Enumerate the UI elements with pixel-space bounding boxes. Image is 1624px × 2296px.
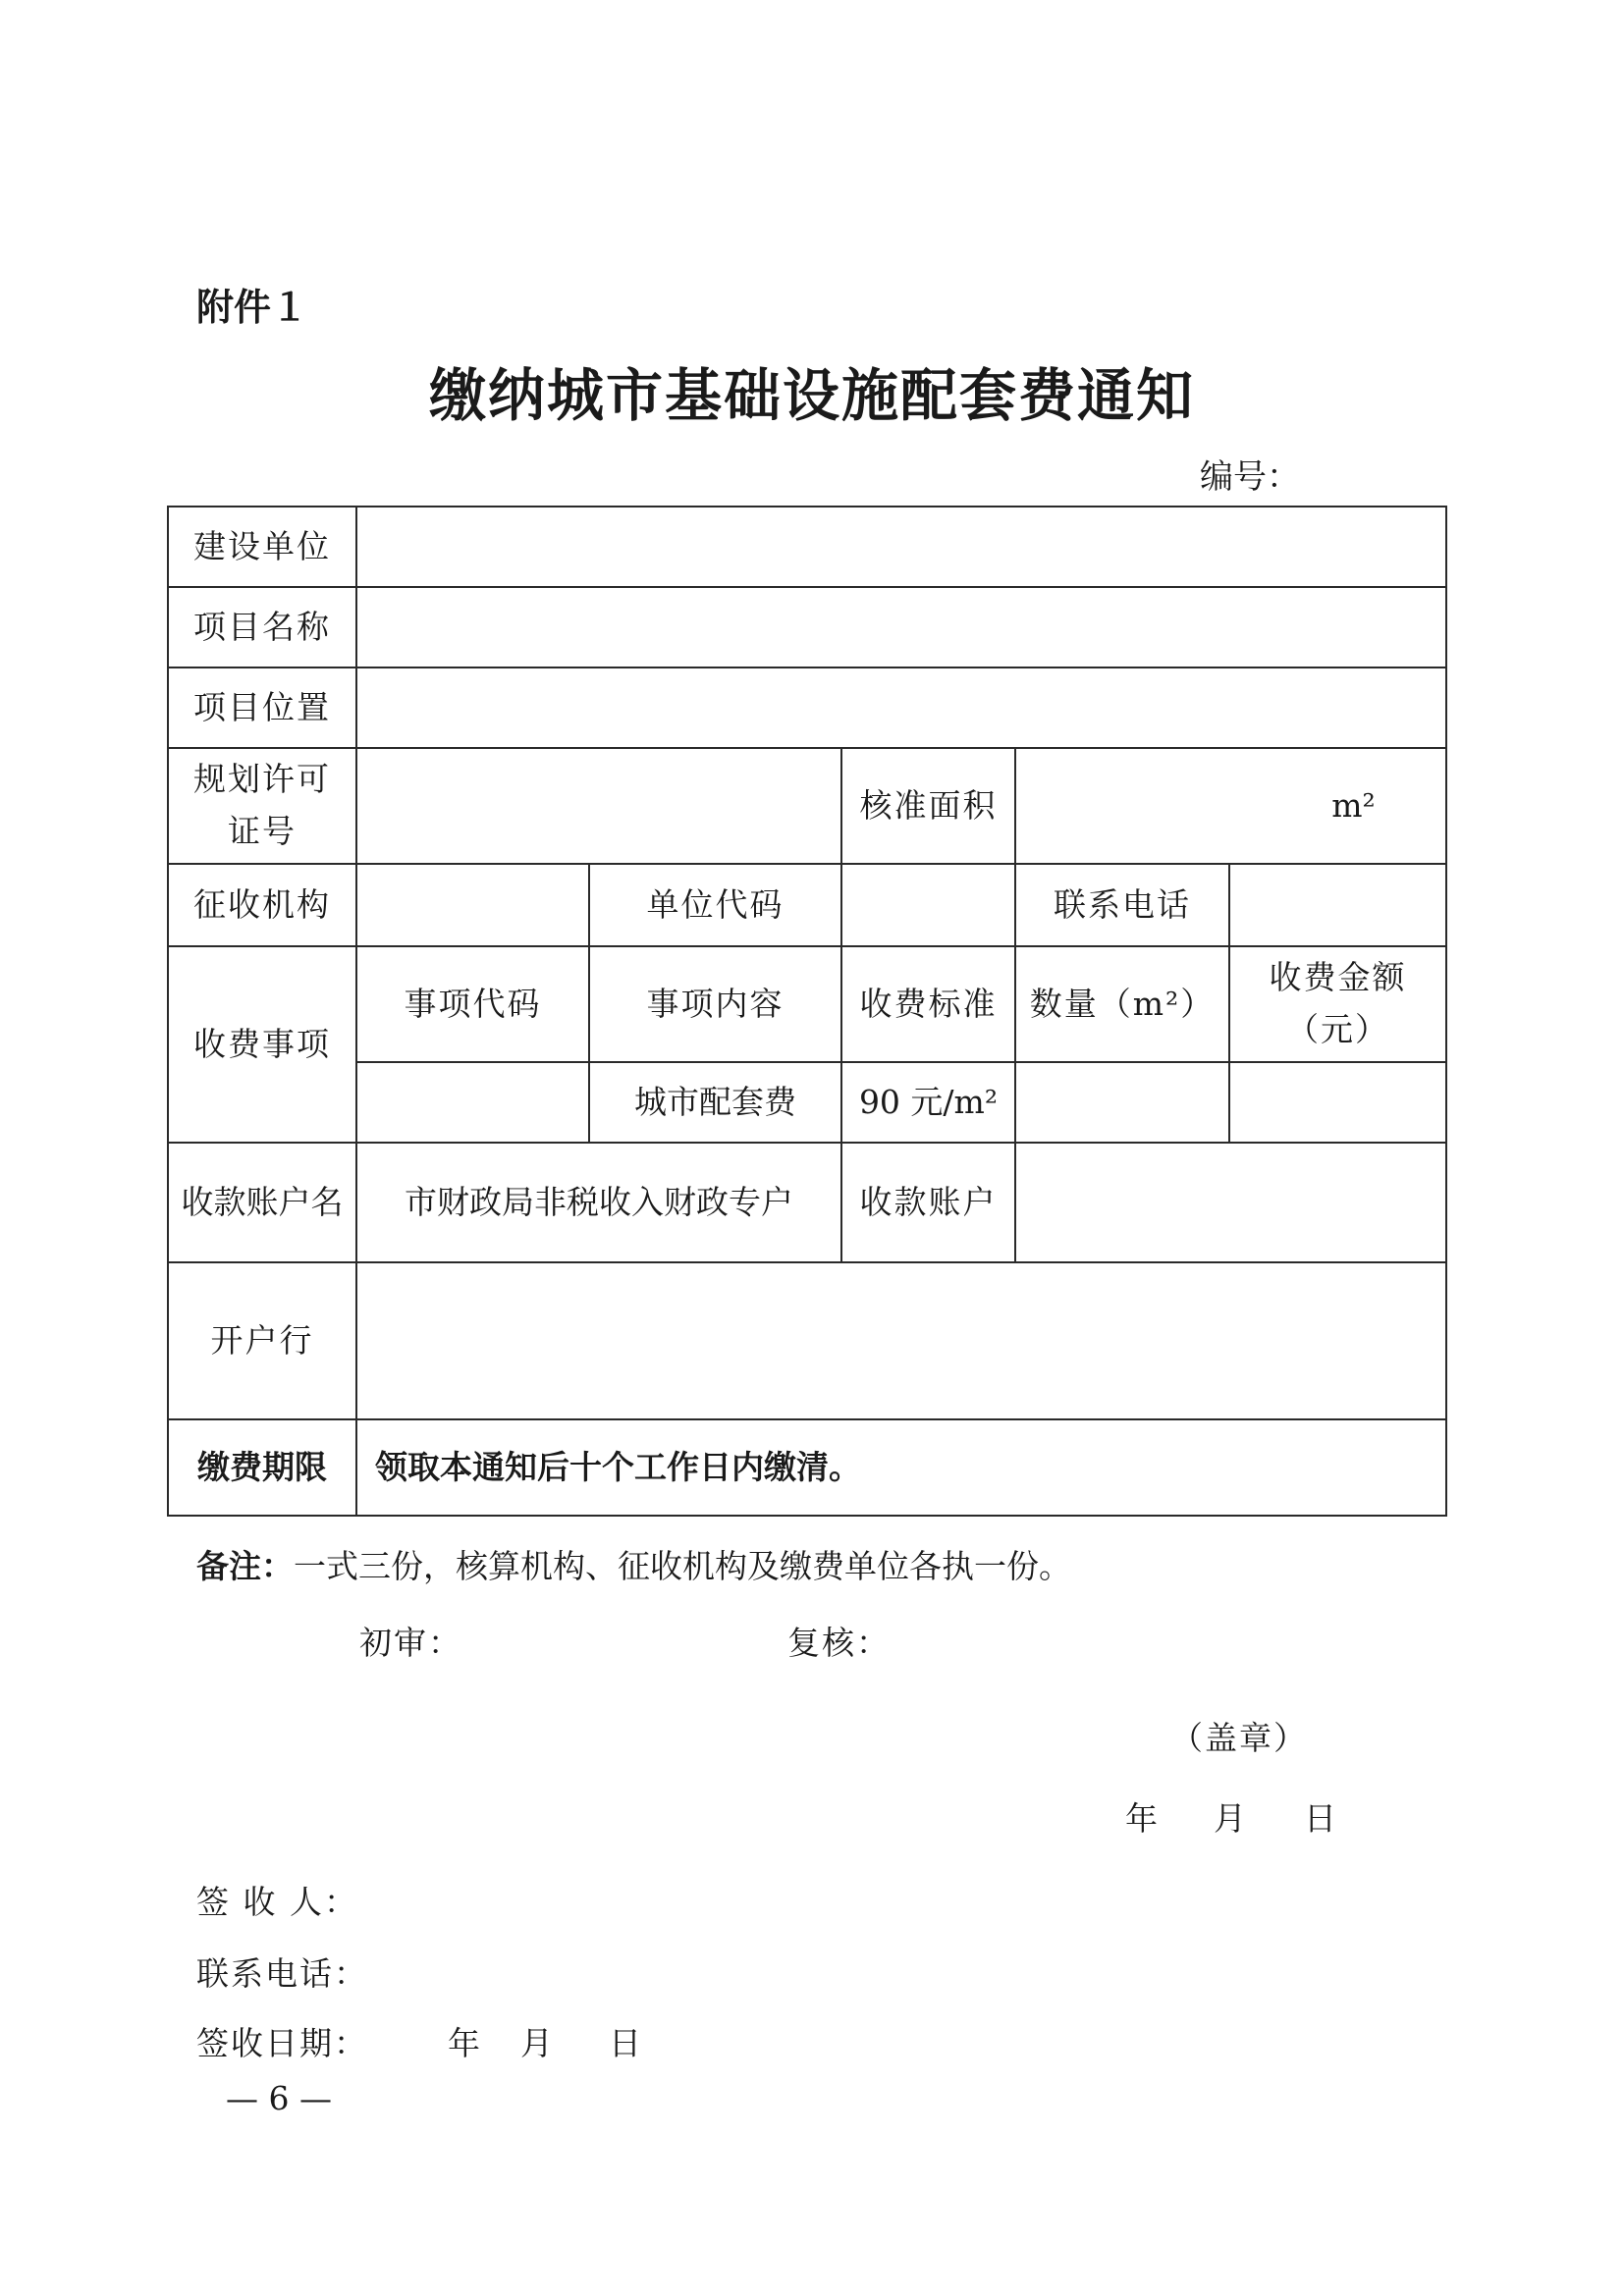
fee-item-code-field[interactable]	[356, 1062, 589, 1143]
bank-label: 开户行	[168, 1262, 356, 1419]
page-number: — 6 —	[226, 2079, 332, 2117]
project-name-field[interactable]	[356, 587, 1446, 667]
project-location-field[interactable]	[356, 667, 1446, 748]
account-label: 收款账户	[841, 1143, 1015, 1262]
remarks-label: 备注：	[196, 1547, 294, 1585]
account-name-value: 市财政局非税收入财政专户	[356, 1143, 841, 1262]
receipt-year: 年	[448, 2024, 482, 2062]
collecting-agency-field[interactable]	[356, 864, 589, 946]
receipt-phone-label: 联系电话：	[196, 1954, 368, 1993]
receipt-day: 日	[609, 2024, 643, 2062]
stamp-month: 月	[1214, 1799, 1248, 1838]
remarks-text: 一式三份，核算机构、征收机构及缴费单位各执一份。	[294, 1547, 1071, 1585]
col-item-code: 事项代码	[356, 946, 589, 1062]
fee-standard-value: 90 元/m²	[841, 1062, 1015, 1143]
bank-field[interactable]	[356, 1262, 1446, 1419]
planning-permit-label: 规划许可证号	[168, 748, 356, 864]
fee-item-content: 城市配套费	[589, 1062, 841, 1143]
recheck-label: 复核：	[787, 1624, 891, 1662]
account-name-label: 收款账户名	[168, 1143, 356, 1262]
fee-amount-field[interactable]	[1229, 1062, 1446, 1143]
stamp-label: （盖章）	[1170, 1719, 1308, 1757]
deadline-label: 缴费期限	[168, 1419, 356, 1516]
receipt-month: 月	[520, 2024, 555, 2062]
col-fee-amount: 收费金额（元）	[1229, 946, 1446, 1062]
initial-review-label: 初审：	[359, 1624, 462, 1662]
attachment-label: 附件１	[196, 286, 309, 329]
planning-permit-field[interactable]	[356, 748, 841, 864]
unit-code-field[interactable]	[841, 864, 1015, 946]
collecting-agency-label: 征收机构	[168, 864, 356, 946]
page-title: 缴纳城市基础设施配套费通知	[428, 362, 1195, 429]
col-item-content: 事项内容	[589, 946, 841, 1062]
signer-label: 签 收 人：	[196, 1883, 358, 1921]
fee-notice-form	[167, 506, 1447, 1517]
account-field[interactable]	[1015, 1143, 1446, 1262]
col-quantity: 数量（m²）	[1015, 946, 1229, 1062]
construction-unit-field[interactable]	[356, 507, 1446, 587]
contact-phone-label: 联系电话	[1015, 864, 1229, 946]
serial-number-label: 编号：	[1200, 457, 1300, 497]
receipt-date-label: 签收日期：	[196, 2024, 368, 2062]
fee-item-label: 收费事项	[168, 946, 356, 1143]
project-name-label: 项目名称	[168, 587, 356, 667]
stamp-day: 日	[1304, 1799, 1338, 1838]
stamp-year: 年	[1125, 1799, 1160, 1838]
remarks	[196, 1541, 1071, 1587]
approved-area-field[interactable]	[1015, 748, 1446, 864]
col-fee-standard: 收费标准	[841, 946, 1015, 1062]
deadline-value: 领取本通知后十个工作日内缴清。	[356, 1419, 1446, 1516]
project-location-label: 项目位置	[168, 667, 356, 748]
construction-unit-label: 建设单位	[168, 507, 356, 587]
fee-quantity-field[interactable]	[1015, 1062, 1229, 1143]
approved-area-label: 核准面积	[841, 748, 1015, 864]
unit-code-label: 单位代码	[589, 864, 841, 946]
area-unit: m²	[1331, 786, 1376, 826]
contact-phone-field[interactable]	[1229, 864, 1446, 946]
